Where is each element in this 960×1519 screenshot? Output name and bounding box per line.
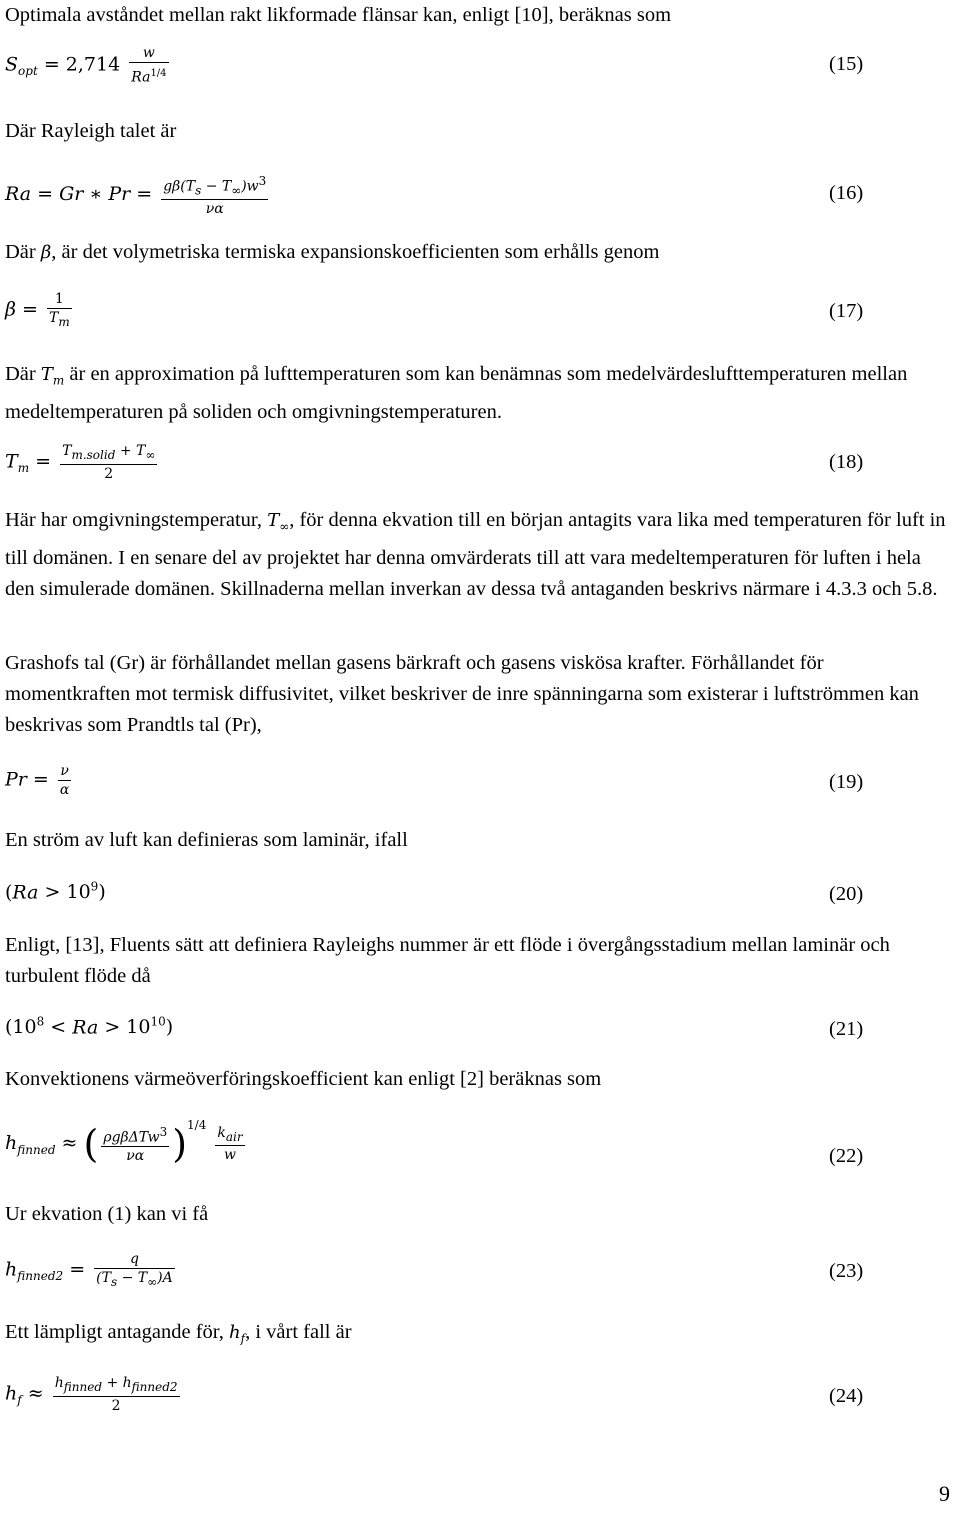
equation-22: $h_{finned}$ ≈ ( $\frac{\rho g\beta\Delta Tw^3}{\nu\alpha}$ )$^{1/4}$ $\frac{k_{air}}{w}$ [5, 1118, 243, 1166]
paragraph-ambient-start: Här har omgivningstemperatur, [5, 509, 268, 531]
paragraph-assumption-start: Ett lämpligt antagande för, [5, 1321, 230, 1343]
beta-symbol: β [40, 242, 52, 263]
equation-number-24: (24) [829, 1385, 864, 1407]
equation-number-15: (15) [829, 53, 864, 75]
paragraph-beta-end: , är det volymetriska termiska expansionskoefficienten som erhålls genom [51, 241, 660, 263]
equation-18: $T_m$ = $\frac{T_{m.solid} + T_\infty}{2}$ [5, 443, 156, 482]
equation-number-19: (19) [829, 771, 864, 793]
equation-number-20: (20) [829, 883, 864, 905]
equation-number-22: (22) [829, 1145, 864, 1167]
equation-24: $h_f$ ≈ $\frac{h_{finned} + h_{finned2}}{2}$ [5, 1375, 178, 1414]
paragraph-rayleigh: Där Rayleigh talet är [5, 120, 177, 142]
paragraph-from-equation-1: Ur ekvation (1) kan vi få [5, 1203, 209, 1225]
equation-21: $(10^8 < Ra > 10^{10})$ [5, 1015, 174, 1039]
paragraph-tm [5, 359, 953, 428]
page-number: 9 [939, 1481, 950, 1506]
paragraph-assumption-end: , i vårt fall är [245, 1321, 352, 1343]
paragraph-grashof: Grashofs tal (Gr) är förhållandet mellan gasens bärkraft och gasens viskösa krafter. Förhållandet för momentkraften mot termisk diffusivitet, vilket beskriver de inre spänningarna som existerar i luftströmmen kan beskrivas som Prandtls tal (Pr), [5, 652, 919, 736]
equation-17: β = $\frac{1}{T_m}$ [5, 291, 70, 329]
paragraph-ambient-temperature [5, 505, 953, 605]
paragraph-intro-sopt: Optimala avståndet mellan rakt likformade flänsar kan, enligt [10], beräknas som [5, 4, 672, 26]
equation-number-21: (21) [829, 1018, 864, 1040]
paragraph-beta [5, 237, 659, 268]
equation-23: $h_{finned2}$ = $\frac{q}{(T_s - T_\infty)A}$ [5, 1251, 173, 1289]
paragraph-tm-start: Där [5, 363, 41, 385]
hf-symbol: $h_f$ [229, 1322, 246, 1346]
equation-number-17: (17) [829, 300, 864, 322]
equation-number-23: (23) [829, 1260, 864, 1282]
paragraph-fluent: Enligt, [13], Fluents sätt att definiera Rayleighs nummer är ett flöde i övergångsstadium mellan laminär och turbulent flöde då [5, 934, 890, 987]
paragraph-assumption [5, 1317, 352, 1355]
equation-15: $S_{opt} = 2,714$ $\frac{w}{Ra^{1/4}}$ [5, 45, 167, 86]
paragraph-beta-start: Där [5, 241, 41, 263]
equation-number-18: (18) [829, 451, 864, 473]
tm-symbol: $T_m$ [40, 364, 65, 388]
equation-16: Ra = Gr ∗ Pr = $\frac{g\beta(T_s - T_\infty)w^3}{\nu\alpha}$ [5, 174, 267, 218]
equation-number-16: (16) [829, 182, 864, 204]
paragraph-convection: Konvektionens värmeöverföringskoefficient kan enligt [2] beräknas som [5, 1068, 602, 1090]
paragraph-tm-end: är en approximation på lufttemperaturen som kan benämnas som medelvärdeslufttemperaturen mellan medeltemperaturen på soliden och omgivningstemperaturen. [5, 363, 908, 423]
t-infinity-symbol: $T_\infty$ [267, 510, 290, 534]
paragraph-laminar: En ström av luft kan definieras som laminär, ifall [5, 829, 408, 851]
paragraph-ambient-end: , för denna ekvation till en början antagits vara lika med temperaturen för luft in till domänen. I en senare del av projektet har denna omvärderats till att vara medeltemperaturen för luften i hela den simulerade domänen. Skillnaderna mellan inverkan av dessa två antaganden beskrivs närmare i 4.3.3 och 5.8. [5, 509, 946, 600]
equation-20: $(Ra > 10^9)$ [5, 880, 106, 904]
equation-19: Pr = $\frac{\nu}{\alpha}$ [5, 763, 70, 798]
